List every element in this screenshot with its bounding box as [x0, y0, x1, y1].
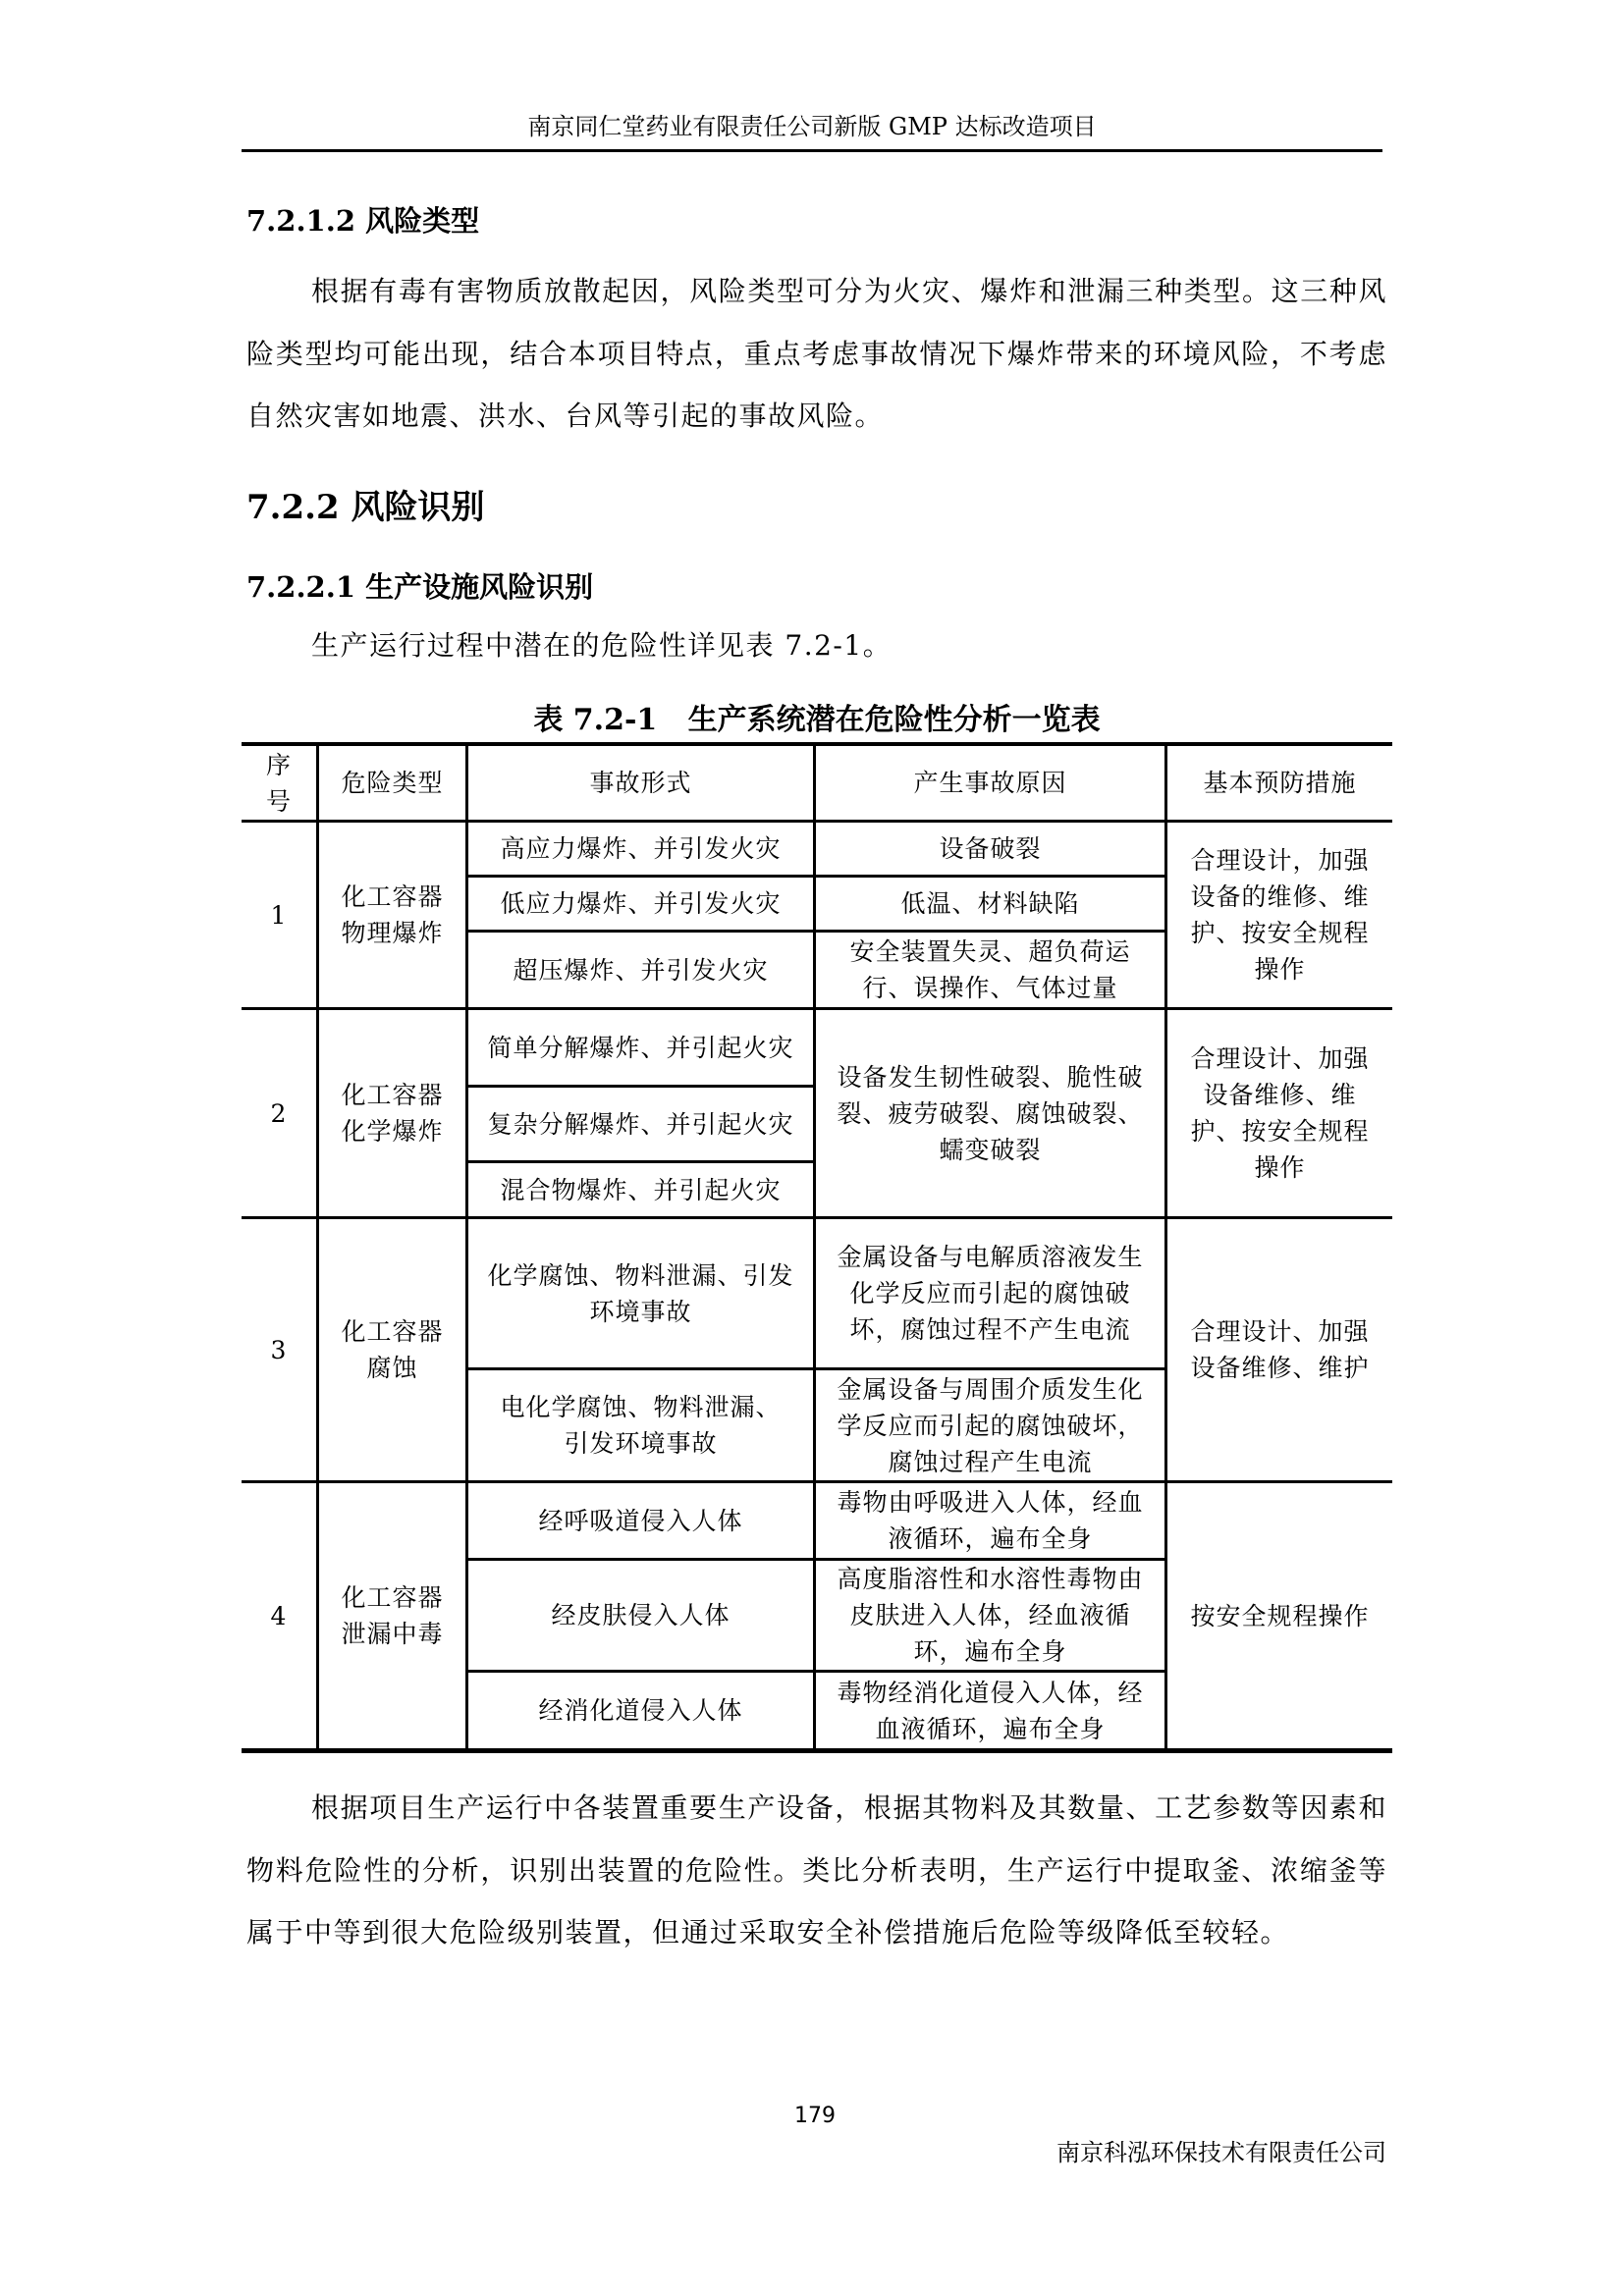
accident-cause: 安全装置失灵、超负荷运行、误操作、气体过量	[849, 937, 1131, 1002]
hazard-analysis-table	[242, 742, 1392, 1753]
hazard-type: 化工容器化学爆炸	[341, 1081, 444, 1146]
accident-form: 复杂分解爆炸、并引起火灾	[487, 1109, 794, 1139]
document-header-title: 南京同仁堂药业有限责任公司新版 GMP 达标改造项目	[527, 113, 1097, 140]
page-number: 179	[794, 2104, 836, 2128]
conclusion-paragraph: 根据项目生产运行中各装置重要生产设备，根据其物料及其数量、工艺参数等因素和物料危险性的分析，识别出装置的危险性。类比分析表明，生产运行中提取釜、浓缩釜等属于中等到很大危险级别装置，但通过采取安全补偿措施后危险等级降低至较轻。	[246, 1791, 1387, 1949]
section-heading-7-2-2: 7.2.2 风险识别	[246, 488, 485, 527]
group-number: 4	[270, 1601, 288, 1630]
prevention-measure: 合理设计，加强设备的维修、维护、按安全规程操作	[1190, 846, 1370, 984]
hazard-type: 化工容器物理爆炸	[341, 882, 444, 947]
table-caption: 表 7.2-1 生产系统潜在危险性分析一览表	[533, 703, 1101, 737]
accident-form: 高应力爆炸、并引发火灾	[500, 834, 782, 863]
header-rule	[242, 149, 1382, 152]
accident-cause: 高度脂溶性和水溶性毒物由皮肤进入人体，经血液循环，遍布全身	[837, 1565, 1144, 1666]
header-cell-prevention: 基本预防措施	[1203, 769, 1357, 797]
accident-cause: 设备破裂	[939, 834, 1042, 863]
prevention-measure: 合理设计、加强设备维修、维护	[1190, 1317, 1370, 1382]
table-reference-paragraph: 生产运行过程中潜在的危险性详见表 7.2-1。	[311, 629, 893, 662]
hazard-type: 化工容器泄漏中毒	[341, 1583, 444, 1648]
risk-type-paragraph: 根据有毒有害物质放散起因，风险类型可分为火灾、爆炸和泄漏三种类型。这三种风险类型均可能出现，结合本项目特点，重点考虑事故情况下爆炸带来的环境风险，不考虑自然灾害如地震、洪水、台风等引起的事故风险。	[246, 275, 1387, 432]
prevention-measure: 按安全规程操作	[1190, 1601, 1370, 1630]
table-bottom-rule	[242, 1748, 1392, 1753]
accident-form: 经消化道侵入人体	[538, 1696, 743, 1725]
accident-cause: 金属设备与周围介质发生化学反应而引起的腐蚀破坏，腐蚀过程产生电流	[837, 1374, 1144, 1476]
footer-company: 南京科泓环保技术有限责任公司	[1056, 2139, 1386, 2166]
group-number: 3	[270, 1335, 288, 1364]
accident-form: 简单分解爆炸、并引起火灾	[487, 1033, 794, 1062]
group-number: 2	[270, 1098, 288, 1128]
header-cell-accident-cause: 产生事故原因	[913, 769, 1067, 797]
accident-cause: 金属设备与电解质溶液发生化学反应而引起的腐蚀破坏，腐蚀过程不产生电流	[837, 1243, 1144, 1344]
accident-cause: 设备发生韧性破裂、脆性破裂、疲劳破裂、腐蚀破裂、蠕变破裂	[837, 1062, 1144, 1164]
hazard-type: 化工容器腐蚀	[341, 1317, 444, 1382]
accident-form: 超压爆炸、并引发火灾	[513, 955, 769, 985]
header-cell-accident-form: 事故形式	[589, 769, 692, 797]
section-heading-7-2-2-1: 7.2.2.1 生产设施风险识别	[246, 570, 594, 604]
prevention-measure: 合理设计、加强设备维修、维护、按安全规程操作	[1190, 1044, 1370, 1182]
accident-form: 经皮肤侵入人体	[551, 1601, 731, 1629]
accident-form: 混合物爆炸、并引起火灾	[500, 1175, 782, 1204]
accident-cause: 毒物经消化道侵入人体，经血液循环，遍布全身	[837, 1678, 1144, 1743]
accident-form: 低应力爆炸、并引发火灾	[500, 889, 782, 918]
group-number: 1	[270, 900, 288, 930]
accident-form: 电化学腐蚀、物料泄漏、引发环境事故	[500, 1393, 782, 1458]
header-cell-no: 序号	[265, 750, 292, 816]
section-heading-7-2-1-2: 7.2.1.2 风险类型	[246, 204, 480, 238]
header-cell-hazard-type: 危险类型	[341, 769, 444, 797]
accident-form: 化学腐蚀、物料泄漏、引发环境事故	[487, 1260, 794, 1326]
accident-cause: 毒物由呼吸进入人体，经血液循环，遍布全身	[837, 1488, 1144, 1553]
accident-cause: 低温、材料缺陷	[900, 889, 1080, 918]
accident-form: 经呼吸道侵入人体	[538, 1506, 743, 1535]
